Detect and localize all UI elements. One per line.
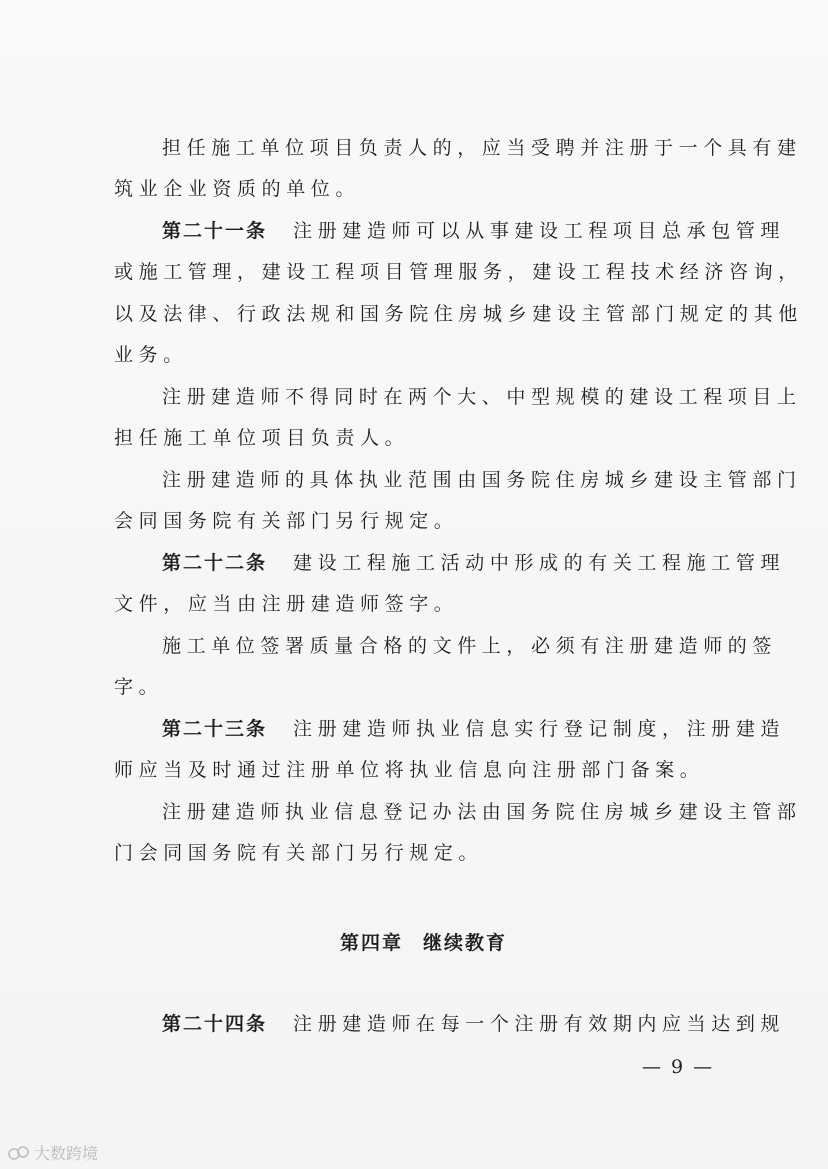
text-line: 字。 [114, 676, 164, 698]
text-line: 担任施工单位项目负责人的，应当受聘并注册于一个具有建 [162, 137, 802, 159]
article-number: 第二十二条 [162, 552, 268, 574]
article-text: 建设工程施工活动中形成的有关工程施工管理 [293, 552, 786, 574]
article-line [162, 219, 785, 243]
text-line: 担任施工单位项目负责人。 [114, 427, 410, 449]
article-line [162, 1012, 785, 1036]
chapter-heading [340, 928, 507, 955]
text-line: 门会同国务院有关部门另行规定。 [114, 842, 484, 864]
watermark [8, 1141, 98, 1164]
article-number: 第二十一条 [162, 220, 268, 242]
chapter-title: 继续教育 [423, 932, 508, 954]
text-line: 文件，应当由注册建造师签字。 [114, 593, 459, 615]
watermark-text: 大数跨境 [34, 1144, 99, 1163]
text-line: 或施工管理，建设工程项目管理服务，建设工程技术经济咨询， [114, 261, 803, 283]
text-line: 注册建造师执业信息登记办法由国务院住房城乡建设主管部 [162, 801, 802, 823]
text-line: 筑业企业资质的单位。 [114, 178, 361, 200]
article-text: 注册建造师在每一个注册有效期内应当达到规 [293, 1013, 786, 1035]
article-number: 第二十三条 [162, 718, 268, 740]
chapter-number: 第四章 [340, 932, 404, 954]
text-line: 注册建造师不得同时在两个大、中型规模的建设工程项目上 [162, 386, 802, 408]
page-number: — 9 — [642, 1056, 715, 1078]
article-line [162, 551, 785, 575]
text-line: 业务。 [114, 344, 188, 366]
text-line: 师应当及时通过注册单位将执业信息向注册部门备案。 [114, 759, 705, 781]
article-number: 第二十四条 [162, 1013, 268, 1035]
article-line [162, 717, 785, 741]
text-line: 以及法律、行政法规和国务院住房城乡建设主管部门规定的其他 [114, 303, 803, 325]
watermark-logo-icon [8, 1145, 30, 1161]
text-line: 施工单位签署质量合格的文件上，必须有注册建造师的签 [162, 635, 778, 657]
article-text: 注册建造师执业信息实行登记制度，注册建造 [293, 718, 786, 740]
article-text: 注册建造师可以从事建设工程项目总承包管理 [293, 220, 786, 242]
text-line: 注册建造师的具体执业范围由国务院住房城乡建设主管部门 [162, 469, 802, 491]
text-line: 会同国务院有关部门另行规定。 [114, 510, 459, 532]
